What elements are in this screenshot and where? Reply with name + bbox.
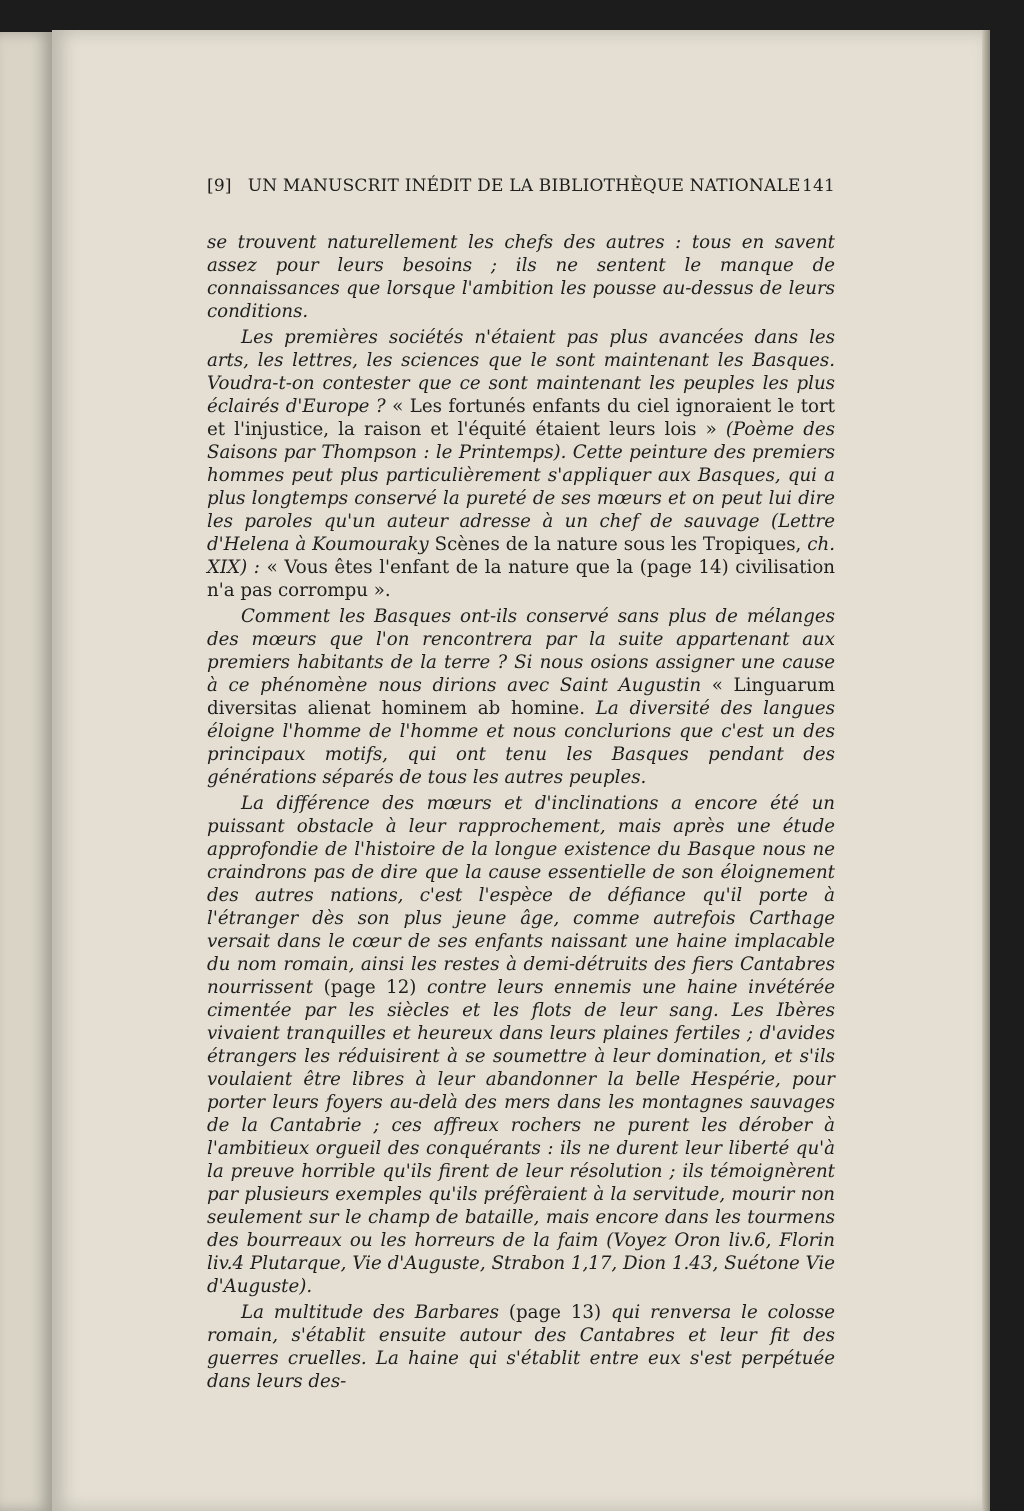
page-fore-edge xyxy=(982,30,990,1511)
paragraph-2-quote-2: « Vous êtes l'enfant de la nature que la (page 14) civilisation n'a pas corrompu ». xyxy=(207,557,835,601)
paragraph-2-quote: « Les fortunés enfants du ciel ignoraient le tort et l'injustice, la raison et l'équité étaient leurs lois » xyxy=(207,396,835,440)
running-title: UN MANUSCRIT INÉDIT DE LA BIBLIOTHÈQUE NATIONALE xyxy=(247,176,801,196)
paragraph-4 xyxy=(207,792,835,1298)
paragraph-2-text-b: (Poème des Saisons par Thompson : le Printemps). Cette peinture des premiers hommes peut plus particulièrement s'appliquer aux Basques, qui a plus longtemps conservé la pureté de ses mœurs et on peut lui dire les paroles qu'un auteur adresse à un chef de sauvage (Lettre d'Helena à Koumouraky xyxy=(207,419,835,555)
paragraph-4-page-ref: (page 12) xyxy=(323,977,417,998)
paragraph-5-text-b: qui renversa le colosse romain, s'établit ensuite autour des Cantabres et leur fit des guerres cruelles. La haine qui s'établit entre eux s'est perpétuée dans leurs des- xyxy=(207,1302,836,1392)
paragraph-1-text: se trouvent naturellement les chefs des autres : tous en savent assez pour leurs besoins ; ils ne sentent le manque de connaissances que lorsque l'ambition les pousse au-dessus de leurs conditions. xyxy=(207,232,835,322)
paragraph-5 xyxy=(207,1301,835,1393)
paragraph-3-text-b: La diversité des langues éloigne l'homme de l'homme et nous conclurions que c'est un des principaux motifs, qui ont tenu les Basques pendant des générations séparés de tous les autres peuples. xyxy=(207,698,836,788)
paragraph-2-chapter-ref: ch. XIX) : xyxy=(207,534,835,578)
paragraph-2-text-a: Les premières sociétés n'étaient pas plus avancées dans les arts, les lettres, les sciences que le sont maintenant les Basques. Voudra-t-on contester que ce sont maintenant les peuples les plus éclairés d'Europe ? xyxy=(207,327,835,417)
facing-page-edge xyxy=(0,32,52,1511)
paragraph-3-text-a: Comment les Basques ont-ils conservé sans plus de mélanges des mœurs que l'on rencontrera par la suite appartenant aux premiers habitants de la terre ? Si nous osions assigner une cause à ce phénomène nous dirions avec Saint Augustin xyxy=(207,606,835,696)
page-body xyxy=(207,231,835,1396)
paragraph-3-latin-quote: « Linguarum diversitas alienat hominem ab homine. xyxy=(207,675,835,719)
paragraph-4-text-a: La différence des mœurs et d'inclinations a encore été un puissant obstacle à leur rapprochement, mais après une étude approfondie de l'histoire de la longue existence du Basque nous ne craindrons pas de dire que la cause essentielle de son éloignement des autres nations, c'est l'espèce de défiance qu'il porte à l'étranger dès son plus jeune âge, comme autrefois Carthage versait dans le cœur de ses enfants naissant une haine implacable du nom romain, ainsi les restes à demi-détruits des fiers Cantabres nourrissent xyxy=(207,793,835,998)
paragraph-5-page-ref: (page 13) xyxy=(508,1302,602,1323)
paragraph-4-text-b: contre leurs ennemis une haine invétérée cimentée par les siècles et les flots de leur sang. Les Ibères vivaient tranquilles et heureux dans leurs plaines fertiles ; d'avides étrangers les réduisirent à se soumettre à leur domination, et s'ils voulaient être libres à leur abandonner la belle Hespérie, pour porter leurs foyers au-delà des mers dans les montagnes sauvages de la Cantabrie ; ces affreux rochers ne purent les dérober à l'ambitieux orgueil des conquérants : ils ne durent leur liberté qu'à la preuve horrible qu'ils firent de leur résolution ; ils témoignèrent par plusieurs exemples qu'ils préfèraient à la servitude, mourir non seulement sur le champ de bataille, mais encore dans les tourmens des bourreaux ou les horreurs de la faim (Voyez Oron liv.6, Florin liv.4 Plutarque, Vie d'Auguste, Strabon 1,17, Dion 1.43, Suétone Vie d'Auguste). xyxy=(207,977,835,1297)
paragraph-1 xyxy=(207,231,835,323)
paragraph-2 xyxy=(207,326,835,602)
chapter-signature: [9] xyxy=(207,176,232,196)
running-header xyxy=(207,176,835,196)
paragraph-5-text-a: La multitude des Barbares xyxy=(241,1302,509,1323)
page-number: 141 xyxy=(801,176,835,196)
paragraph-2-book-title: Scènes de la nature sous les Tropiques, xyxy=(434,534,802,555)
paragraph-3 xyxy=(207,605,835,789)
